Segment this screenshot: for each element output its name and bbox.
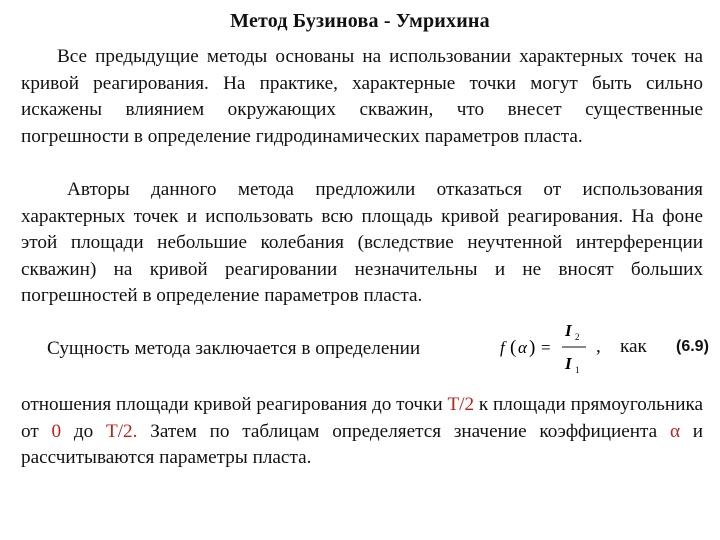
formula-numerator: I <box>565 321 572 340</box>
text-part: до <box>73 420 94 442</box>
highlight-t-half-end: T/2. <box>105 420 138 442</box>
highlight-alpha: α <box>669 420 681 442</box>
formula-function: f <box>500 338 505 357</box>
paragraph-area-ratio <box>21 392 703 472</box>
formula-denominator: I <box>565 354 572 373</box>
formula-equals: = <box>541 338 551 357</box>
page-title: Метод Бузинова - Умрихина <box>230 10 490 32</box>
paragraph-characteristic-points: Все предыдущие методы основаны на использовании характерных точек на кривой реагирования. На практике, характерные точки могут быть сильно искажены влиянием окружающих скважин, что внесет существенные погрешности в определение гидродинамических параметров пласта. <box>21 46 703 147</box>
paragraph-method-authors: Авторы данного метода предложили отказаться от использования характерных точек и использовать всю площадь кривой реагирования. На фоне этой площади небольшие колебания (вследствие неучтенной интерференции скважин) на кривой реагировании незначительны и не вносят больших погрешностей в определение параметров пласта. <box>21 179 703 306</box>
highlight-t-half: T/2 <box>447 394 475 415</box>
formula-comma: , <box>596 336 601 357</box>
text-part: Затем по таблицам определяется значение коэффициента <box>150 420 658 442</box>
essence-text: Сущность метода заключается в определении <box>47 338 421 359</box>
equation-number: (6.9) <box>676 338 709 355</box>
formula-denominator-sub: 1 <box>575 365 580 375</box>
highlight-zero: 0 <box>51 420 62 442</box>
formula-alpha: α <box>518 338 527 357</box>
text-part: и рассчитываются параметры пласта. <box>21 420 704 468</box>
formula-close-paren: ) <box>529 337 536 358</box>
ratio-formula <box>494 316 594 380</box>
text-part: к площади прямоугольника от <box>21 394 704 442</box>
text-part: отношения площади кривой реагирования до точки <box>21 394 443 415</box>
how-word: как <box>620 336 647 357</box>
formula-numerator-sub: 2 <box>575 332 580 342</box>
formula-open-paren: ( <box>510 337 517 358</box>
